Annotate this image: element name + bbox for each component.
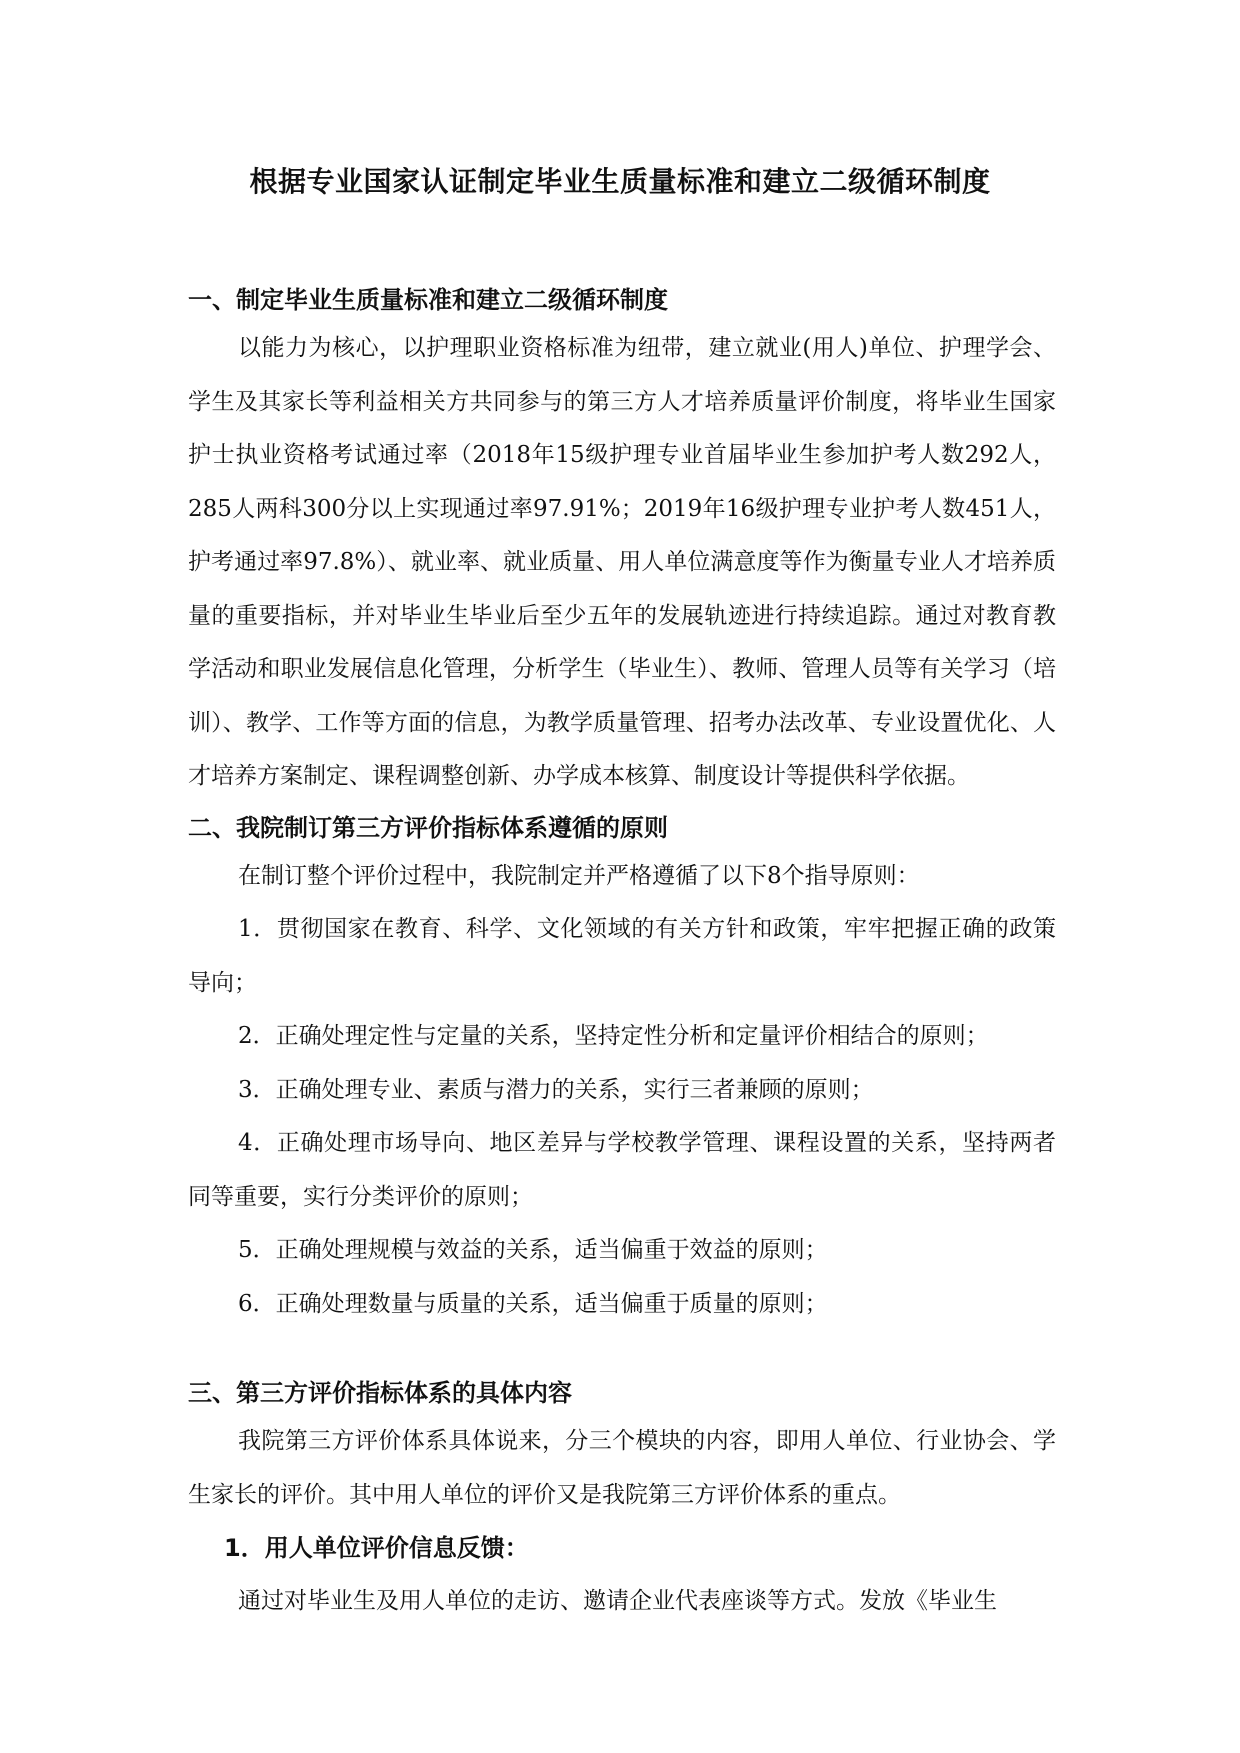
document-title: 根据专业国家认证制定毕业生质量标准和建立二级循环制度	[249, 165, 991, 198]
principle-item-3: 3．正确处理专业、素质与潜力的关系，实行三者兼顾的原则；	[238, 1076, 874, 1103]
section-1-heading: 一、制定毕业生质量标准和建立二级循环制度	[188, 286, 668, 314]
document-body	[188, 278, 1056, 1629]
principle-item-4: 4．正确处理市场导向、地区差异与学校教学管理、课程设置的关系，坚持两者同等重要，实行分类评价的原则；	[188, 1130, 1056, 1210]
section-3-subheading: 1．用人单位评价信息反馈：	[224, 1534, 529, 1562]
section-1-paragraph: 以能力为核心，以护理职业资格标准为纽带，建立就业(用人)单位、护理学会、学生及其家长等利益相关方共同参与的第三方人才培养质量评价制度，将毕业生国家护士执业资格考试通过率（2018年15级护理专业首届毕业生参加护考人数292人，285人两科300分以上实现通过率97.91%；2019年16级护理专业护考人数451人，护考通过率97.8%）、就业率、就业质量、用人单位满意度等作为衡量专业人才培养质量的重要指标，并对毕业生毕业后至少五年的发展轨迹进行持续追踪。通过对教育教学活动和职业发展信息化管理，分析学生（毕业生）、教师、管理人员等有关学习（培训）、教学、工作等方面的信息，为教学质量管理、招考办法改革、专业设置优化、人才培养方案制定、课程调整创新、办学成本核算、制度设计等提供科学依据。	[188, 335, 1056, 789]
section-gap	[188, 1331, 1056, 1371]
principle-item-6: 6．正确处理数量与质量的关系，适当偏重于质量的原则；	[238, 1290, 828, 1317]
section-2-intro: 在制订整个评价过程中，我院制定并严格遵循了以下8个指导原则：	[238, 862, 920, 889]
principle-item-5: 5．正确处理规模与效益的关系，适当偏重于效益的原则；	[238, 1237, 828, 1263]
section-3-paragraph: 我院第三方评价体系具体说来，分三个模块的内容，即用人单位、行业协会、学生家长的评价。其中用人单位的评价又是我院第三方评价体系的重点。	[188, 1428, 1056, 1508]
principle-item-1: 1．贯彻国家在教育、科学、文化领域的有关方针和政策，牢牢把握正确的政策导向；	[188, 916, 1056, 996]
principle-item-2: 2．正确处理定性与定量的关系，坚持定性分析和定量评价相结合的原则；	[238, 1023, 989, 1049]
section-3-heading: 三、第三方评价指标体系的具体内容	[188, 1379, 572, 1407]
section-3-subparagraph: 通过对毕业生及用人单位的走访、邀请企业代表座谈等方式。发放《毕业生	[238, 1588, 997, 1614]
section-2-heading: 二、我院制订第三方评价指标体系遵循的原则	[188, 813, 668, 842]
